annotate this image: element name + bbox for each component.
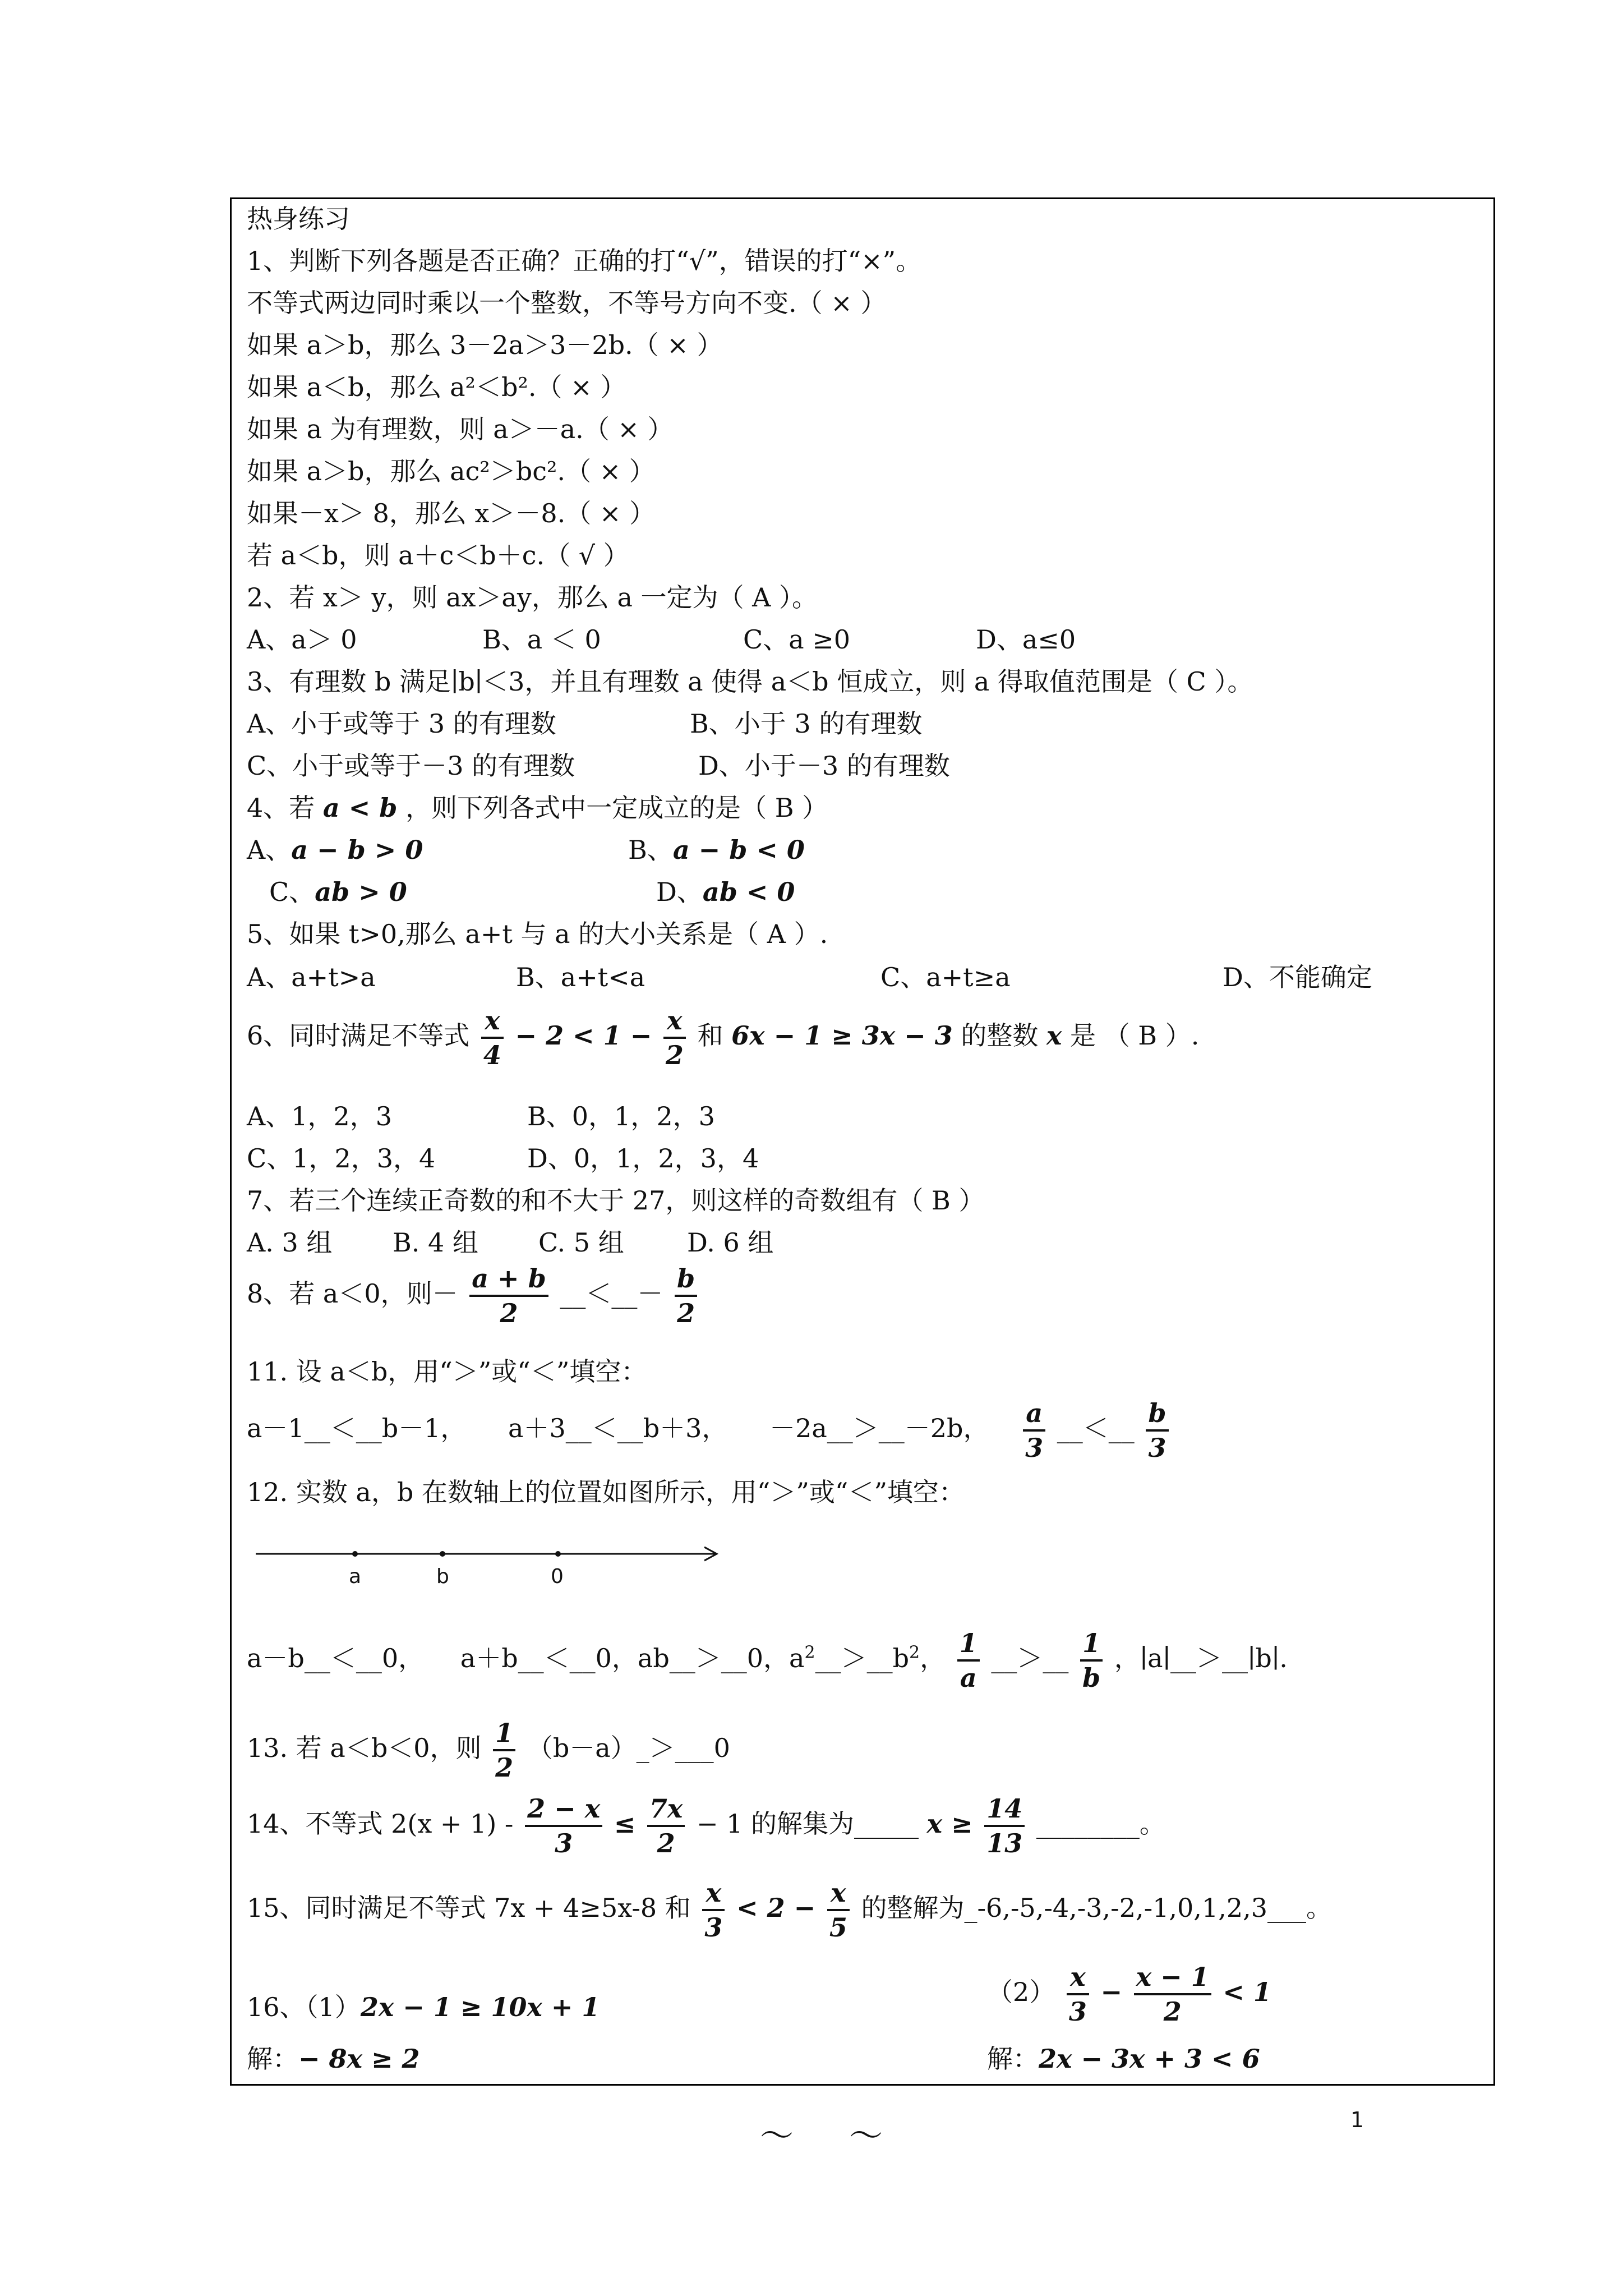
- q14-answer: x ≥: [926, 1809, 973, 1839]
- q11-answer: __＜__: [1057, 1413, 1135, 1443]
- q6-option: A、1，2，3: [247, 1101, 393, 1131]
- q12-tail: ，∣a∣__＞__∣b∣.: [1114, 1643, 1288, 1673]
- q14-line: [247, 1792, 1165, 1860]
- q4-title: [247, 791, 828, 825]
- denominator: 4: [483, 1040, 501, 1070]
- numerator: x: [827, 1876, 850, 1911]
- q16-minus: −: [1100, 1977, 1123, 2007]
- numerator: 1: [493, 1717, 515, 1751]
- superscript: 2: [909, 1642, 920, 1663]
- q2-option: C、a ≥0: [743, 624, 851, 655]
- q4-option-b: [628, 833, 805, 867]
- q13-line: [247, 1717, 730, 1784]
- superscript: 2: [804, 1642, 815, 1663]
- q15-mid: < 2 −: [736, 1893, 816, 1923]
- solution-expr: 2x − 3x + 3 < 6: [1039, 2044, 1260, 2074]
- q4-option-d: [656, 875, 795, 909]
- q16-part2: [987, 1961, 1271, 2028]
- fraction: [1146, 1397, 1168, 1464]
- q7-option: A. 3 组: [247, 1227, 333, 1258]
- denominator: 2: [677, 1298, 695, 1328]
- q12-answers: [247, 1627, 1288, 1694]
- q4-option-c: [269, 875, 407, 909]
- q2-option: D、a≤0: [976, 624, 1076, 655]
- q11-part: a－1__＜__b－1，: [247, 1413, 467, 1443]
- q5-option: D、不能确定: [1223, 962, 1372, 992]
- q1-item: 若 a＜b，则 a＋c＜b＋c.（ √ ）: [247, 540, 629, 570]
- option-label: A、: [247, 835, 292, 865]
- q8-pre: 8、若 a＜0，则－: [247, 1278, 458, 1309]
- point-a-marker: [352, 1551, 358, 1557]
- numerator: x − 1: [1134, 1961, 1211, 1995]
- denominator: a: [960, 1663, 977, 1693]
- q2-option: B、a ＜ 0: [482, 624, 601, 655]
- q14-pre: 14、不等式 2(x + 1) -: [247, 1809, 514, 1839]
- q5-option: A、a+t>a: [247, 962, 376, 992]
- q12-answer: __＞__: [991, 1643, 1069, 1673]
- option-expr: ab > 0: [315, 877, 407, 907]
- fraction: [1080, 1627, 1103, 1694]
- point-b-marker: [440, 1551, 445, 1557]
- q3-option: B、小于 3 的有理数: [690, 708, 923, 739]
- solution-label: 解：: [987, 2044, 1039, 2074]
- denominator: 3: [1068, 1996, 1087, 2027]
- number-line-axis: [256, 1533, 727, 1566]
- q1-item: 如果－x＞ 8，那么 x＞－8.（ × ）: [247, 498, 656, 528]
- page-number: 1: [1350, 2108, 1364, 2132]
- q3-option: D、小于－3 的有理数: [698, 751, 950, 781]
- fraction: [481, 1004, 504, 1071]
- numerator: a + b: [469, 1262, 548, 1297]
- option-label: D、: [656, 877, 703, 907]
- numerator: a: [1023, 1397, 1045, 1432]
- q12-title: 12. 实数 a，b 在数轴上的位置如图所示，用“＞”或“＜”填空：: [247, 1477, 965, 1507]
- numerator: 2 − x: [525, 1792, 602, 1827]
- axis-label-b: b: [436, 1565, 449, 1588]
- fraction: [675, 1262, 697, 1329]
- q16-label: 16、（1）: [247, 1992, 361, 2022]
- axis-label-a: a: [349, 1565, 362, 1588]
- solution-expr: − 8x ≥ 2: [298, 2044, 420, 2074]
- q7-option: C. 5 组: [538, 1227, 624, 1258]
- option-expr: a − b < 0: [672, 835, 805, 865]
- point-0-marker: [555, 1551, 561, 1557]
- q16-post: < 1: [1223, 1977, 1271, 2007]
- fraction: [957, 1627, 980, 1694]
- q6-title: [247, 1004, 1199, 1071]
- numerator: x: [702, 1876, 725, 1911]
- q15-pre: 15、同时满足不等式 7x + 4≥5x-8 和: [247, 1893, 691, 1923]
- denominator: 3: [704, 1912, 723, 1943]
- fraction: [702, 1876, 725, 1944]
- q6-mid: − 2 < 1 −: [515, 1020, 652, 1051]
- numerator: 1: [957, 1627, 980, 1662]
- numerator: b: [1146, 1397, 1168, 1432]
- q1-item: 如果 a＞b，那么 ac²＞bc².（ × ）: [247, 456, 655, 486]
- q6-option: B、0，1，2，3: [527, 1101, 715, 1131]
- numerator: b: [675, 1262, 697, 1297]
- q3-option: C、小于或等于－3 的有理数: [247, 751, 575, 781]
- q4-title-post: ，则下列各式中一定成立的是（ B ）: [405, 793, 828, 823]
- q11-answers: [247, 1397, 1172, 1464]
- q16-expr: 2x − 1 ≥ 10x + 1: [360, 1992, 600, 2022]
- numerator: 14: [984, 1792, 1025, 1827]
- q1-item: 如果 a＞b，那么 3－2a＞3－2b.（ × ）: [247, 330, 723, 360]
- denominator: 2: [665, 1040, 684, 1070]
- number-line: [256, 1533, 727, 1600]
- numerator: 1: [1080, 1627, 1103, 1662]
- section-heading: 热身练习: [247, 204, 350, 234]
- fraction: [493, 1717, 515, 1784]
- option-expr: a − b > 0: [291, 835, 423, 865]
- denominator: 2: [500, 1298, 518, 1328]
- q1-title: 1、判断下列各题是否正确？正确的打“√”，错误的打“×”。: [247, 246, 922, 276]
- fraction: [1134, 1961, 1211, 2028]
- q1-item: 如果 a＜b，那么 a²＜b².（ × ）: [247, 372, 626, 402]
- q2-option: A、a＞ 0: [247, 624, 357, 655]
- q7-option: B. 4 组: [393, 1227, 478, 1258]
- denominator: 3: [555, 1828, 573, 1858]
- denominator: 3: [1025, 1433, 1044, 1463]
- q8-answer: __＜__－: [560, 1278, 663, 1309]
- option-expr: ab < 0: [702, 877, 795, 907]
- q15-line: [247, 1876, 1332, 1944]
- fraction: [1067, 1961, 1089, 2028]
- denominator: 2: [495, 1752, 514, 1783]
- solution-label: 解：: [247, 2044, 298, 2074]
- denominator: 2: [657, 1828, 675, 1858]
- q12-part: ，: [920, 1643, 946, 1673]
- q16-solution1: [247, 2042, 420, 2076]
- q11-part: －2a__＞__－2b，: [769, 1413, 989, 1443]
- q11-title: 11. 设 a＜b，用“＞”或“＜”填空：: [247, 1356, 647, 1387]
- numerator: 7x: [647, 1792, 685, 1827]
- denominator: 3: [1148, 1433, 1166, 1463]
- q7-option: D. 6 组: [687, 1227, 774, 1258]
- q16-part1: [247, 1990, 600, 2024]
- q6-post: 的整数: [961, 1020, 1039, 1051]
- q5-option: B、a+t<a: [516, 962, 645, 992]
- q11-part: a＋3__＜__b＋3，: [508, 1413, 728, 1443]
- numerator: x: [481, 1004, 504, 1039]
- fraction: [1023, 1397, 1045, 1464]
- fraction: [663, 1004, 686, 1071]
- q13-post: （b－a）_＞___0: [527, 1733, 730, 1763]
- q14-le: ≤: [614, 1809, 636, 1839]
- option-label: C、: [269, 877, 315, 907]
- q13-pre: 13. 若 a＜b＜0，则: [247, 1733, 482, 1763]
- q6-expr: 6x − 1 ≥ 3x − 3: [731, 1020, 953, 1051]
- footer-decoration: ～ ～: [760, 2116, 906, 2156]
- denominator: 5: [829, 1912, 847, 1943]
- q6-post: 是 （ B ）.: [1070, 1020, 1200, 1051]
- fraction: [525, 1792, 602, 1860]
- q3-title: 3、有理数 b 满足∣b∣＜3，并且有理数 a 使得 a＜b 恒成立，则 a 得取值范围是（ C ）。: [247, 666, 1253, 697]
- q3-option: A、小于或等于 3 的有理数: [247, 708, 556, 739]
- q5-title: 5、如果 t>0,那么 a+t 与 a 的大小关系是（ A ）.: [247, 919, 828, 949]
- q12-part: __＞__b: [815, 1643, 910, 1673]
- q14-post: − 1 的解集为_____: [696, 1809, 919, 1839]
- q6-var: x: [1046, 1020, 1062, 1051]
- option-label: B、: [628, 835, 673, 865]
- q4-condition: a < b: [322, 793, 398, 823]
- q1-item: 不等式两边同时乘以一个整数，不等号方向不变.（ × ）: [247, 288, 887, 318]
- q6-option: C、1，2，3，4: [247, 1143, 436, 1174]
- q5-option: C、a+t≥a: [880, 962, 1011, 992]
- denominator: b: [1082, 1663, 1101, 1693]
- fraction: [984, 1792, 1025, 1860]
- q14-post: ________。: [1036, 1809, 1165, 1839]
- q7-title: 7、若三个连续正奇数的和不大于 27，则这样的奇数组有（ B ）: [247, 1185, 985, 1216]
- denominator: 2: [1163, 1996, 1182, 2027]
- q6-option: D、0，1，2，3，4: [527, 1143, 759, 1174]
- q16-label: （2）: [987, 1977, 1055, 2007]
- q15-post: 的整解为_-6,-5,-4,-3,-2,-1,0,1,2,3___。: [861, 1893, 1332, 1923]
- fraction: [647, 1792, 685, 1860]
- q4-title-pre: 4、若: [247, 793, 315, 823]
- axis-label-0: 0: [551, 1565, 564, 1588]
- q2-title: 2、若 x＞ y，则 ax＞ay，那么 a 一定为（ A ）。: [247, 582, 818, 613]
- denominator: 13: [986, 1828, 1023, 1858]
- q1-item: 如果 a 为有理数，则 a＞－a.（ × ）: [247, 414, 674, 444]
- numerator: x: [663, 1004, 686, 1039]
- q4-option-a: [247, 833, 423, 867]
- q12-part: a＋b__＜__0，ab__＞__0，a: [460, 1643, 805, 1673]
- q12-part: a－b__＜__0，: [247, 1643, 425, 1673]
- numerator: x: [1067, 1961, 1089, 1995]
- q6-and: 和: [697, 1020, 723, 1051]
- q8-line: [247, 1262, 700, 1329]
- q6-pre: 6、同时满足不等式: [247, 1020, 470, 1051]
- fraction: [469, 1262, 548, 1329]
- q16-solution2: [987, 2042, 1260, 2076]
- fraction: [827, 1876, 850, 1944]
